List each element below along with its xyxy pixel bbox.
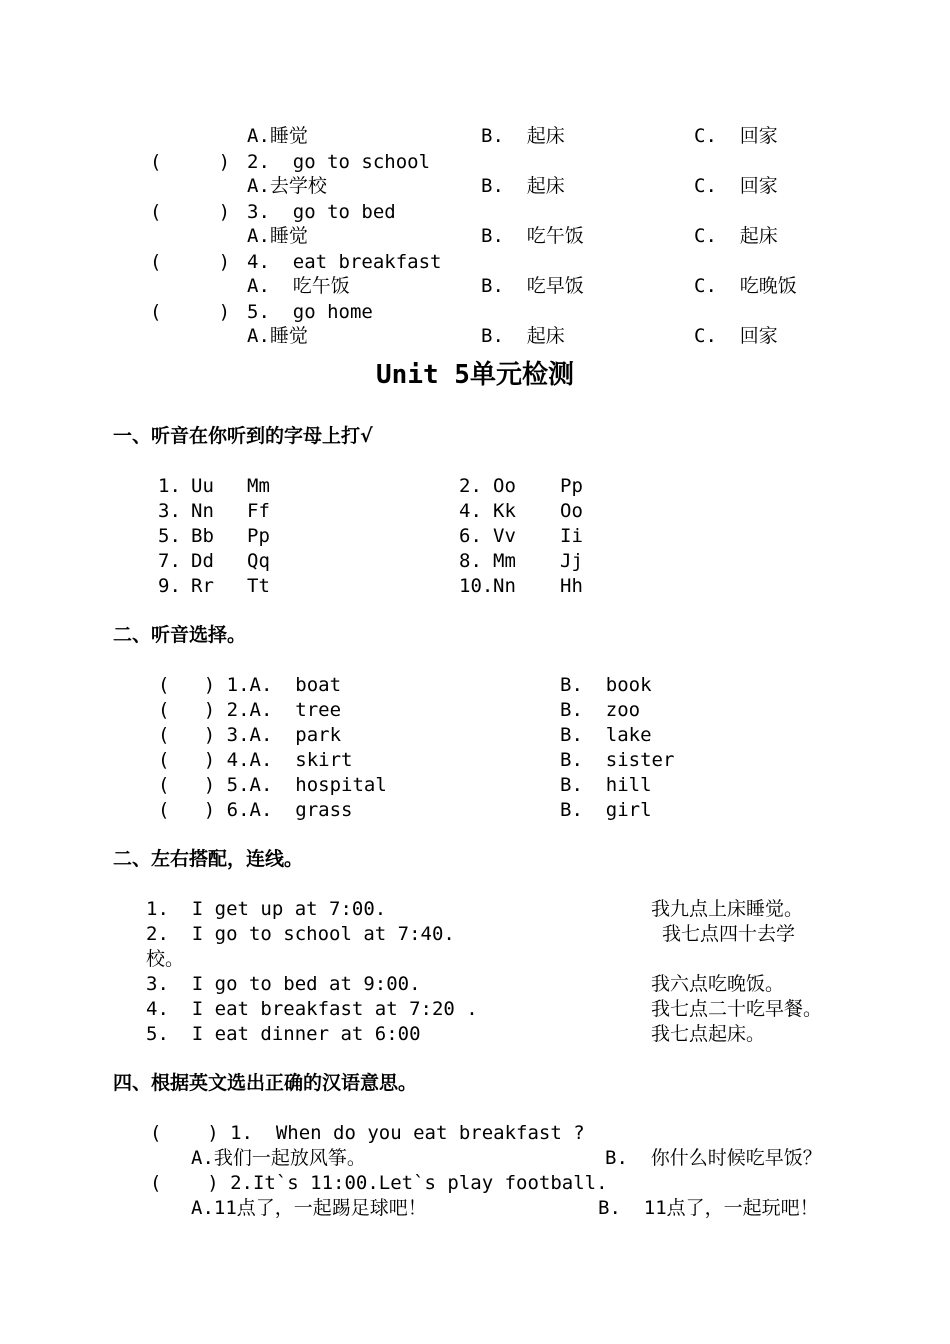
question-option-a[interactable]: ( ) 3.A. park xyxy=(158,724,342,746)
letter-option-a[interactable]: Nn xyxy=(191,500,214,522)
answer-blank[interactable]: ( ) xyxy=(150,301,231,323)
match-left-item[interactable]: 4. I eat breakfast at 7:20 . xyxy=(146,998,478,1020)
match-right-item-wrap: 校。 xyxy=(146,948,185,970)
option-b[interactable]: B. 11点了，一起玩吧！ xyxy=(598,1197,819,1219)
match-right-item[interactable]: 我七点二十吃早餐。 xyxy=(651,998,823,1020)
letter-option-a[interactable]: Vv xyxy=(493,525,516,547)
question-text: 5. go home xyxy=(247,301,373,323)
letter-option-b[interactable]: Pp xyxy=(247,525,270,547)
letter-option-b[interactable]: Ii xyxy=(560,525,583,547)
question-text: ( ) 1. When do you eat breakfast ? xyxy=(150,1122,585,1144)
match-right-item[interactable]: 我六点吃晚饭。 xyxy=(651,973,785,995)
question-option-a[interactable]: ( ) 6.A. grass xyxy=(158,799,353,821)
question-text: 4. eat breakfast xyxy=(247,251,442,273)
letter-option-b[interactable]: Oo xyxy=(560,500,583,522)
option-b: B. 起床 xyxy=(481,125,565,147)
question-option-a[interactable]: ( ) 1.A. boat xyxy=(158,674,342,696)
question-text: ( ) 2.It`s 11:00.Let`s play football. xyxy=(150,1172,608,1194)
item-number: 9. xyxy=(158,575,181,597)
option-b: B. 起床 xyxy=(481,325,565,347)
letter-option-a[interactable]: Bb xyxy=(191,525,214,547)
question-option-a[interactable]: ( ) 2.A. tree xyxy=(158,699,342,721)
option-a[interactable]: A.11点了，一起踢足球吧！ xyxy=(191,1197,427,1219)
question-option-b[interactable]: B. lake xyxy=(560,724,652,746)
item-number: 3. xyxy=(158,500,181,522)
question-text: 3. go to bed xyxy=(247,201,396,223)
letter-option-a[interactable]: Mm xyxy=(493,550,516,572)
option-a[interactable]: A.我们一起放风筝。 xyxy=(191,1147,366,1169)
question-text: 2. go to school xyxy=(247,151,431,173)
option-c: C. 吃晚饭 xyxy=(694,275,797,297)
option-b: B. 吃早饭 xyxy=(481,275,584,297)
question-option-b[interactable]: B. girl xyxy=(560,799,652,821)
option-a: A. 吃午饭 xyxy=(247,275,350,297)
option-a: A.睡觉 xyxy=(247,125,308,147)
answer-blank[interactable]: ( ) xyxy=(150,251,231,273)
letter-option-a[interactable]: Kk xyxy=(493,500,516,522)
option-c: C. 起床 xyxy=(694,225,778,247)
option-b: B. 吃午饭 xyxy=(481,225,584,247)
letter-option-a[interactable]: Uu xyxy=(191,475,214,497)
letter-option-b[interactable]: Jj xyxy=(560,550,583,572)
letter-option-b[interactable]: Qq xyxy=(247,550,270,572)
item-number: 7. xyxy=(158,550,181,572)
item-number: 10. xyxy=(459,575,494,597)
option-a: A.去学校 xyxy=(247,175,327,197)
answer-blank[interactable]: ( ) xyxy=(150,151,231,173)
letter-option-b[interactable]: Tt xyxy=(247,575,270,597)
match-left-item[interactable]: 3. I go to bed at 9:00. xyxy=(146,973,421,995)
question-option-b[interactable]: B. book xyxy=(560,674,652,696)
question-option-b[interactable]: B. zoo xyxy=(560,699,641,721)
item-number: 1. xyxy=(158,475,181,497)
question-option-b[interactable]: B. sister xyxy=(560,749,675,771)
match-right-item[interactable]: 我九点上床睡觉。 xyxy=(651,898,804,920)
match-right-item[interactable]: 我七点起床。 xyxy=(651,1023,766,1045)
option-b: B. 起床 xyxy=(481,175,565,197)
letter-option-a[interactable]: Dd xyxy=(191,550,214,572)
letter-option-a[interactable]: Oo xyxy=(493,475,516,497)
section2-heading: 二、听音选择。 xyxy=(113,624,247,646)
option-c: C. 回家 xyxy=(694,175,778,197)
letter-option-a[interactable]: Rr xyxy=(191,575,214,597)
section4-heading: 四、根据英文选出正确的汉语意思。 xyxy=(113,1072,418,1094)
page-title: Unit 5单元检测 xyxy=(376,360,574,390)
match-left-item[interactable]: 1. I get up at 7:00. xyxy=(146,898,387,920)
item-number: 6. xyxy=(459,525,482,547)
item-number: 4. xyxy=(459,500,482,522)
option-b[interactable]: B. 你什么时候吃早饭？ xyxy=(605,1147,822,1169)
match-left-item[interactable]: 5. I eat dinner at 6:00 xyxy=(146,1023,421,1045)
match-left-item[interactable]: 2. I go to school at 7:40. xyxy=(146,923,455,945)
question-option-a[interactable]: ( ) 5.A. hospital xyxy=(158,774,387,796)
section1-heading: 一、听音在你听到的字母上打√ xyxy=(113,425,373,447)
option-c: C. 回家 xyxy=(694,325,778,347)
section3-heading: 二、左右搭配，连线。 xyxy=(113,848,304,870)
question-option-a[interactable]: ( ) 4.A. skirt xyxy=(158,749,353,771)
letter-option-b[interactable]: Hh xyxy=(560,575,583,597)
letter-option-b[interactable]: Ff xyxy=(247,500,270,522)
item-number: 2. xyxy=(459,475,482,497)
match-right-item[interactable]: 我七点四十去学 xyxy=(662,923,796,945)
item-number: 5. xyxy=(158,525,181,547)
letter-option-b[interactable]: Mm xyxy=(247,475,270,497)
letter-option-b[interactable]: Pp xyxy=(560,475,583,497)
answer-blank[interactable]: ( ) xyxy=(150,201,231,223)
option-c: C. 回家 xyxy=(694,125,778,147)
option-a: A.睡觉 xyxy=(247,325,308,347)
question-option-b[interactable]: B. hill xyxy=(560,774,652,796)
item-number: 8. xyxy=(459,550,482,572)
option-a: A.睡觉 xyxy=(247,225,308,247)
letter-option-a[interactable]: Nn xyxy=(493,575,516,597)
